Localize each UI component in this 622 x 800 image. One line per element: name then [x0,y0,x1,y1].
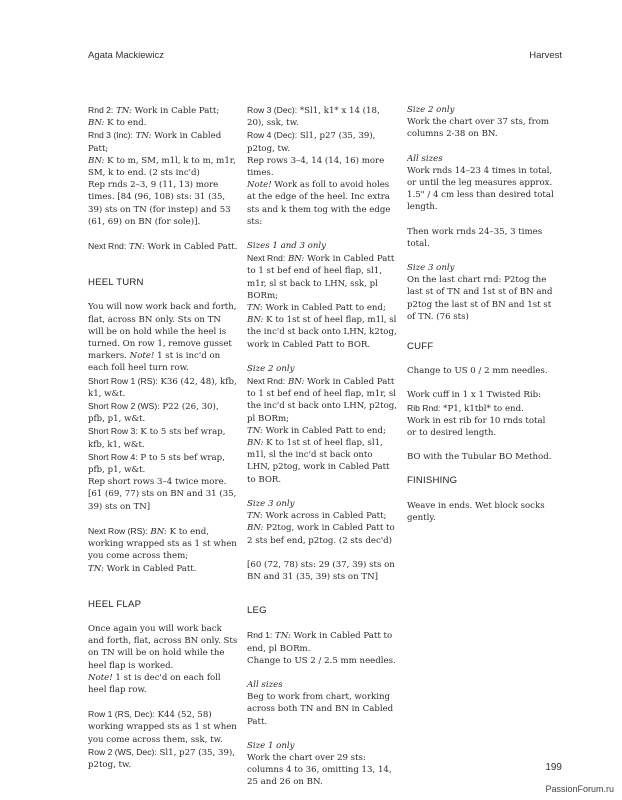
bn-label: BN: [147,526,167,537]
tn-text: Work across in Cabled Patt; [262,511,387,522]
size-1-heading: Size 1 only [247,740,295,751]
tn-label: TN: [247,425,263,436]
heel-flap-row-4 [247,129,397,154]
heel-flap-row-1 [88,708,238,746]
next-row-rs-tn [88,563,238,575]
cuff-needles: Change to US 0 / 2 mm needles. [407,366,548,377]
size-3-bn [247,522,397,546]
tn-label: TN: [116,106,132,116]
bn-text: K to 1st st of heel flap, m1l, sl the inc'd st back onto LHN, k2tog, work in Cabled Patt to BOR. [247,315,397,350]
rib-rnd-text: *P1, k1tbl* to end. [440,403,524,414]
column-1 [88,104,238,771]
rnd2-instruction [88,104,238,117]
size-2-text: Work the chart over 37 sts, from columns 2-38 on BN. [407,117,550,140]
rnd-1-label: Rnd 1: [247,630,273,641]
bn-text: P2tog, work in Cabled Patt to 2 sts bef end, p2tog. (2 sts dec'd) [247,523,395,546]
leg-heading: LEG [247,605,267,617]
bn-label: BN: [88,155,105,166]
row-2-text: Sl1, p27 (35, 39), p2tog, tw. [88,747,236,770]
size-2-bn [247,437,397,486]
pattern-title: Harvest [529,50,562,61]
size-2-heading: Size 2 only [247,363,295,374]
short-row-3 [88,425,238,450]
row-4-text: Sl1, p27 (35, 39), p2tog, tw. [247,131,376,154]
next-row-rs-label: Next Row (RS): [88,525,148,536]
bind-off: BO with the Tubular BO Method. [407,452,552,463]
all-sizes-heading: All sizes [407,153,443,164]
size-3-heading: Size 3 only [407,263,455,274]
leg-rnd-1 [247,629,397,654]
heel-turn-heading: HEEL TURN [88,277,144,289]
heel-flap-heading: HEEL FLAP [88,598,142,610]
tn-label: TN: [247,303,263,314]
heel-turn-note: 1 st is inc'd on each foll heel turn row. [88,351,221,374]
next-rnd-text: Work in Cabled Patt to 1 st bef end of heel flap, sl1, m1r, sl st back to LHN, ssk, pl BORm; [247,254,395,301]
short-row-3-text: K to 5 sts bef wrap, kfb, k1, w&t. [88,427,226,450]
short-row-4-label: Short Row 4: [88,451,138,462]
next-row-rs-tn-text: Work in Cabled Patt. [103,563,197,574]
size-2-tn [247,425,397,437]
row-4-label: Row 4 (Dec): [247,130,298,141]
author-name: Agata Mackiewicz [88,50,165,61]
next-rnd [88,240,238,253]
heel-flap-intro: Once again you will work back and forth, flat, across BN only. Sts on TN will be on hold while the heel flap is worked. [88,623,238,671]
page-number: 199 [545,762,562,773]
heel-turn-intro [88,301,238,374]
short-row-1-label: Short Row 1 (RS): [88,375,158,386]
size-3-heading: Size 3 only [247,498,295,509]
column-3 [407,104,557,524]
size-1-text: Work the chart over 29 sts: columns 4 to 36, omitting 13, 14, 25 and 26 on BN. [247,752,392,788]
next-row-rs-text: K to end, working wrapped sts as 1 st when you come across them; [88,526,237,562]
short-row-2-text: P22 (26, 30), pfb, p1, w&t. [88,402,219,425]
rib-rnd [407,402,557,415]
size-3-text: On the last chart rnd: P2tog the last st of TN and 1st st of BN and p2tog the last st of BN and 1st st of TN. (76 sts) [407,275,553,322]
all-sizes-text: Beg to work from chart, working across both TN and BN in Cabled Patt. [247,692,394,727]
sizes-1-3-tn [247,302,397,314]
heel-turn-text: You will now work back and forth, flat, across BN only. Sts on TN will be on hold while the heel is turned. On row 1, remove gusset markers. [88,302,237,362]
rows-repeat: Rep rows 3–4, 14 (14, 16) more times. [247,155,385,179]
size-2-heading: Size 2 only [407,105,455,115]
note-label: Note! [129,351,155,362]
note-label: Note! [247,180,272,191]
rnd2-label: Rnd 2: [88,105,114,115]
rnd-1-text: Work in Cabled Patt to end, pl BORm. [247,631,393,654]
short-row-2 [88,400,238,425]
heel-flap-row-3 [247,104,397,129]
edge-note-text: Work as foll to avoid holes at the edge of the heel. Inc extra sts and k them tog with the edge sts: [247,180,391,227]
bn-label: BN: [247,315,264,326]
tn-label: TN: [247,511,263,522]
all-sizes-text: Work rnds 14–23 4 times in total, or until the leg measures approx. 1.5" / 4 cm less than desired total length. [407,165,554,213]
next-rnd-text: Work in Cabled Patt to 1 st bef end of heel flap, m1r, sl the inc'd st back onto LHN, p2tog, pl BORm; [247,377,397,424]
bn-text: K to 1st st of heel flap, sl1, m1l, sl the inc'd st back onto LHN, p2tog, work in Cabled Patt to BOR. [247,438,390,485]
row-1-label: Row 1 (RS, Dec): [88,709,155,720]
row-2-label: Row 2 (WS, Dec): [88,746,157,757]
row-3-text: *Sl1, k1* x 14 (18, 20), ssk, tw. [247,106,380,129]
rnd3-label: Rnd 3 (Inc): [88,130,133,141]
next-rnd-label: Next Rnd: [247,253,286,264]
rnd3-instruction [88,129,238,154]
tn-label: TN: [126,242,145,253]
bn-label: BN: [247,523,264,534]
short-row-1 [88,375,238,400]
all-sizes-heading: All sizes [247,679,283,690]
size-2-next-rnd [247,375,397,425]
sizes-1-3-heading: Sizes 1 and 3 only [247,241,326,252]
cuff-heading: CUFF [407,341,434,353]
next-row-rs [88,525,238,563]
short-row-2-label: Short Row 2 (WS): [88,401,160,412]
sizes-1-3-bn [247,314,397,351]
heel-flap-note-text: 1 st is dec'd on each foll heel flap row. [88,672,221,695]
bn-label: BN: [285,377,305,388]
note-label: Note! [88,672,113,683]
then-text: Then work rnds 24–35, 3 times total. [407,226,543,249]
heel-flap-row-2 [88,746,238,771]
tn-label: TN: [272,631,291,642]
short-row-repeat: Rep short rows 3–4 twice more. [61 (69, 77) sts on BN and 31 (35, 39) sts on TN] [88,477,237,512]
leg-needles: Change to US 2 / 2.5 mm needles. [247,655,396,666]
repeat-note: Rep rnds 2–3, 9 (11, 13) more times. [84 (96, 108) sts: 31 (35, 39) sts on TN (for instep) and 53 (61, 69) on BN (for sole)]. [88,180,231,227]
finishing-heading: FINISHING [407,475,458,487]
short-row-4 [88,451,238,476]
bn-label: BN: [88,118,105,129]
cuff-work: Work cuff in 1 x 1 Twisted Rib: [407,390,541,401]
sizes-1-3-next-rnd [247,252,397,302]
tn-label: TN: [132,131,152,142]
heel-flap-note [88,672,238,696]
size-3-tn [247,510,397,522]
stitch-count-result: [60 (72, 78) sts: 29 (37, 39) sts on BN and 31 (35, 39) sts on TN] [247,559,395,582]
bn-label: BN: [285,254,305,265]
bn-label: BN: [247,438,264,449]
rnd3-text: Work in Cabled Patt; [88,131,222,154]
column-2 [247,104,397,789]
tn-text: Work in Cabled Patt to end; [262,425,386,436]
tn-label: TN: [88,563,104,574]
next-rnd-label: Next Rnd: [247,376,286,387]
next-rnd-label: Next Rnd: [88,241,127,252]
watermark: PassionForum.ru [545,784,614,794]
short-row-3-label: Short Row 3: [88,426,138,437]
rib-rnd-label: Rib Rnd: [407,402,441,413]
rnd3-bn-text: K to m, SM, m1l, k to m, m1r, SM, k to end. (2 sts inc'd) [88,155,236,179]
finishing-text: Weave in ends. Wet block socks gently. [407,500,545,523]
short-row-1-text: K36 (42, 48), kfb, k1, w&t. [88,376,237,399]
rnd2-bn [88,117,238,129]
next-rnd-text: Work in Cabled Patt. [144,242,238,253]
row-3-label: Row 3 (Dec): [247,105,298,115]
edge-note [247,179,397,228]
rnd2-text: Work in Cable Patt; [131,106,220,116]
row-1-text: K44 (52, 58) working wrapped sts as 1 st when you come across them, ssk, tw. [88,710,237,745]
tn-text: Work in Cabled Patt to end; [262,303,386,314]
rnd3-bn [88,155,238,179]
short-row-4-text: P to 5 sts bef wrap, pfb, p1, w&t. [88,452,225,476]
rnd2-bn-text: K to end. [104,118,147,129]
rib-continue: Work in est rib for 10 rnds total or to desired length. [407,415,546,439]
